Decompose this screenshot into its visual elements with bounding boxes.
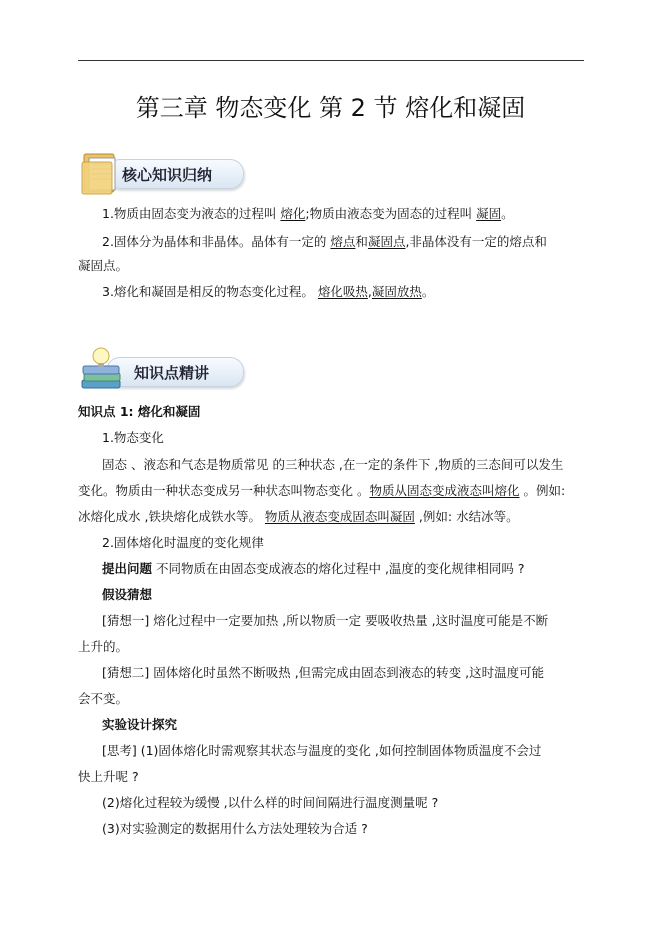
para1-line2: 变化。物质由一种状态变成另一种状态叫物态变化 。物质从固态变成液态叫熔化 。例如: bbox=[78, 483, 566, 498]
section-2-title: 2.固体熔化时温度的变化规律 bbox=[102, 535, 264, 550]
books-lightbulb-icon bbox=[78, 346, 128, 396]
banner-label: 核心知识归纳 bbox=[122, 166, 213, 184]
section-1-title: 1.物态变化 bbox=[102, 430, 164, 445]
guess1-line2: 上升的。 bbox=[78, 639, 129, 654]
core-knowledge-banner bbox=[78, 148, 244, 198]
para1-line3: 冰熔化成水 ,铁块熔化成铁水等。 物质从液态变成固态叫凝固 ,例如: 水结冰等。 bbox=[78, 509, 519, 524]
header-rule bbox=[78, 60, 584, 61]
knowledge-detail-banner bbox=[78, 346, 244, 396]
hypothesis-heading: 假设猜想 bbox=[102, 587, 153, 602]
guess1-line1: [猜想一] 熔化过程中一定要加热 ,所以物质一定 要吸收热量 ,这时温度可能是不断 bbox=[102, 613, 549, 628]
guess2-line1: [猜想二] 固体熔化时虽然不断吸热 ,但需完成由固态到液态的转变 ,这时温度可能 bbox=[102, 665, 545, 680]
core-point-1: 1.物质由固态变为液态的过程叫 熔化;物质由液态变为固态的过程叫 凝固。 bbox=[102, 206, 514, 221]
think2: (2)熔化过程较为缓慢 ,以什么样的时间间隔进行温度测量呢 ? bbox=[102, 795, 439, 810]
knowledge-point-heading: 知识点 1: 熔化和凝固 bbox=[78, 404, 201, 419]
core-point-2: 2.固体分为晶体和非晶体。晶体有一定的 熔点和凝固点,非晶体没有一定的熔点和 bbox=[102, 234, 547, 249]
experiment-heading: 实验设计探究 bbox=[102, 717, 178, 732]
core-point-3: 3.熔化和凝固是相反的物态变化过程。 熔化吸热,凝固放热。 bbox=[102, 284, 435, 299]
think3: (3)对实验测定的数据用什么方法处理较为合适 ? bbox=[102, 821, 368, 836]
think1-line2: 快上升呢 ? bbox=[78, 769, 139, 784]
page-title: 第三章 物态变化 第 2 节 熔化和凝固 bbox=[135, 94, 526, 122]
guess2-line2: 会不变。 bbox=[78, 691, 129, 706]
question-line: 提出问题 不同物质在由固态变成液态的熔化过程中 ,温度的变化规律相同吗 ? bbox=[102, 561, 525, 576]
core-point-2-cont: 凝固点。 bbox=[78, 258, 129, 273]
para1-line1: 固态 、液态和气态是物质常见 的三种状态 ,在一定的条件下 ,物质的三态间可以发生 bbox=[102, 457, 564, 472]
banner-label: 知识点精讲 bbox=[134, 364, 210, 382]
folder-icon bbox=[78, 148, 128, 198]
think1-line1: [思考] (1)固体熔化时需观察其状态与温度的变化 ,如何控制固体物质温度不会过 bbox=[102, 743, 542, 758]
